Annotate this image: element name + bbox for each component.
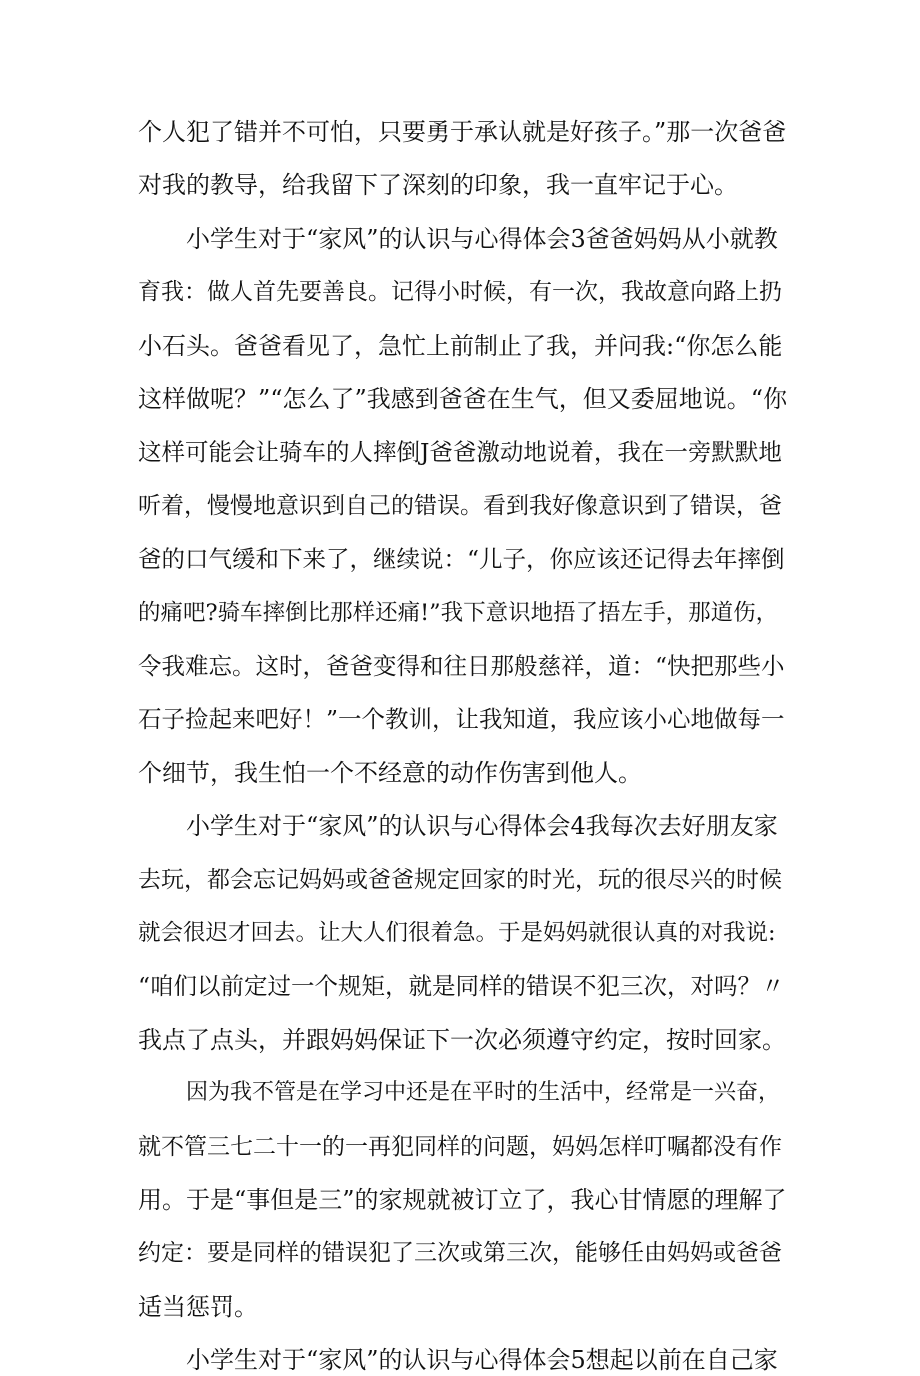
text-line: 这样可能会让骑车的人摔倒J爸爸激动地说着，我在一旁默默地	[138, 438, 782, 467]
text-line: 我点了点头，并跟妈妈保证下一次必须遵守约定，按时回家。	[138, 1025, 786, 1054]
text-line: 小学生对于“家风”的认识与心得体会3爸爸妈妈从小就教	[186, 224, 778, 253]
text-line: 就不管三七二十一的一再犯同样的问题，妈妈怎样叮嘱都没有作	[138, 1133, 782, 1160]
text-line: 适当惩罚。	[138, 1292, 258, 1321]
text-line: 小石头。爸爸看见了，急忙上前制止了我，并问我:“你怎么能	[138, 331, 783, 360]
text-line: 去玩，都会忘记妈妈或爸爸规定回家的时光，玩的很尽兴的时候	[138, 866, 782, 893]
text-line: 的痛吧?骑车摔倒比那样还痛!”我下意识地捂了捂左手，那道伤，	[138, 599, 779, 626]
text-line: 个细节，我生怕一个不经意的动作伤害到他人。	[138, 758, 642, 787]
text-line: 就会很迟才回去。让大人们很着急。于是妈妈就很认真的对我说:	[138, 920, 776, 946]
text-line: 约定：要是同样的错误犯了三次或第三次，能够任由妈妈或爸爸	[138, 1240, 782, 1267]
text-line: 石子捡起来吧好！”一个教训，让我知道，我应该小心地做每一	[138, 705, 785, 734]
text-line: 因为我不管是在学习中还是在平时的生活中，经常是一兴奋，	[186, 1080, 781, 1106]
text-line: 爸的口气缓和下来了，继续说：“儿子，你应该还记得去年摔倒	[138, 545, 785, 574]
text-line: 小学生对于“家风”的认识与心得体会5想起以前在自己家	[186, 1346, 778, 1375]
text-line: 听着，慢慢地意识到自己的错误。看到我好像意识到了错误，爸	[138, 492, 782, 519]
text-line: 育我：做人首先要善良。记得小时候，有一次，我故意向路上扔	[138, 279, 782, 306]
text-line: 对我的教导，给我留下了深刻的印象，我一直牢记于心。	[138, 171, 738, 200]
text-line: 这样做呢？”“怎么了”我感到爸爸在生气，但又委屈地说。“你	[138, 385, 788, 413]
text-line: “咱们以前定过一个规矩，就是同样的错误不犯三次，对吗？〃	[138, 972, 785, 1001]
text-line: 小学生对于“家风”的认识与心得体会4我每次去好朋友家	[186, 812, 778, 841]
text-line: 用。于是“事但是三”的家规就被订立了，我心甘情愿的理解了	[138, 1186, 787, 1214]
text-line: 个人犯了错并不可怕，只要勇于承认就是好孩子。”那一次爸爸	[138, 118, 787, 146]
text-line: 令我难忘。这时，爸爸变得和往日那般慈祥，道：“快把那些小	[138, 652, 785, 680]
